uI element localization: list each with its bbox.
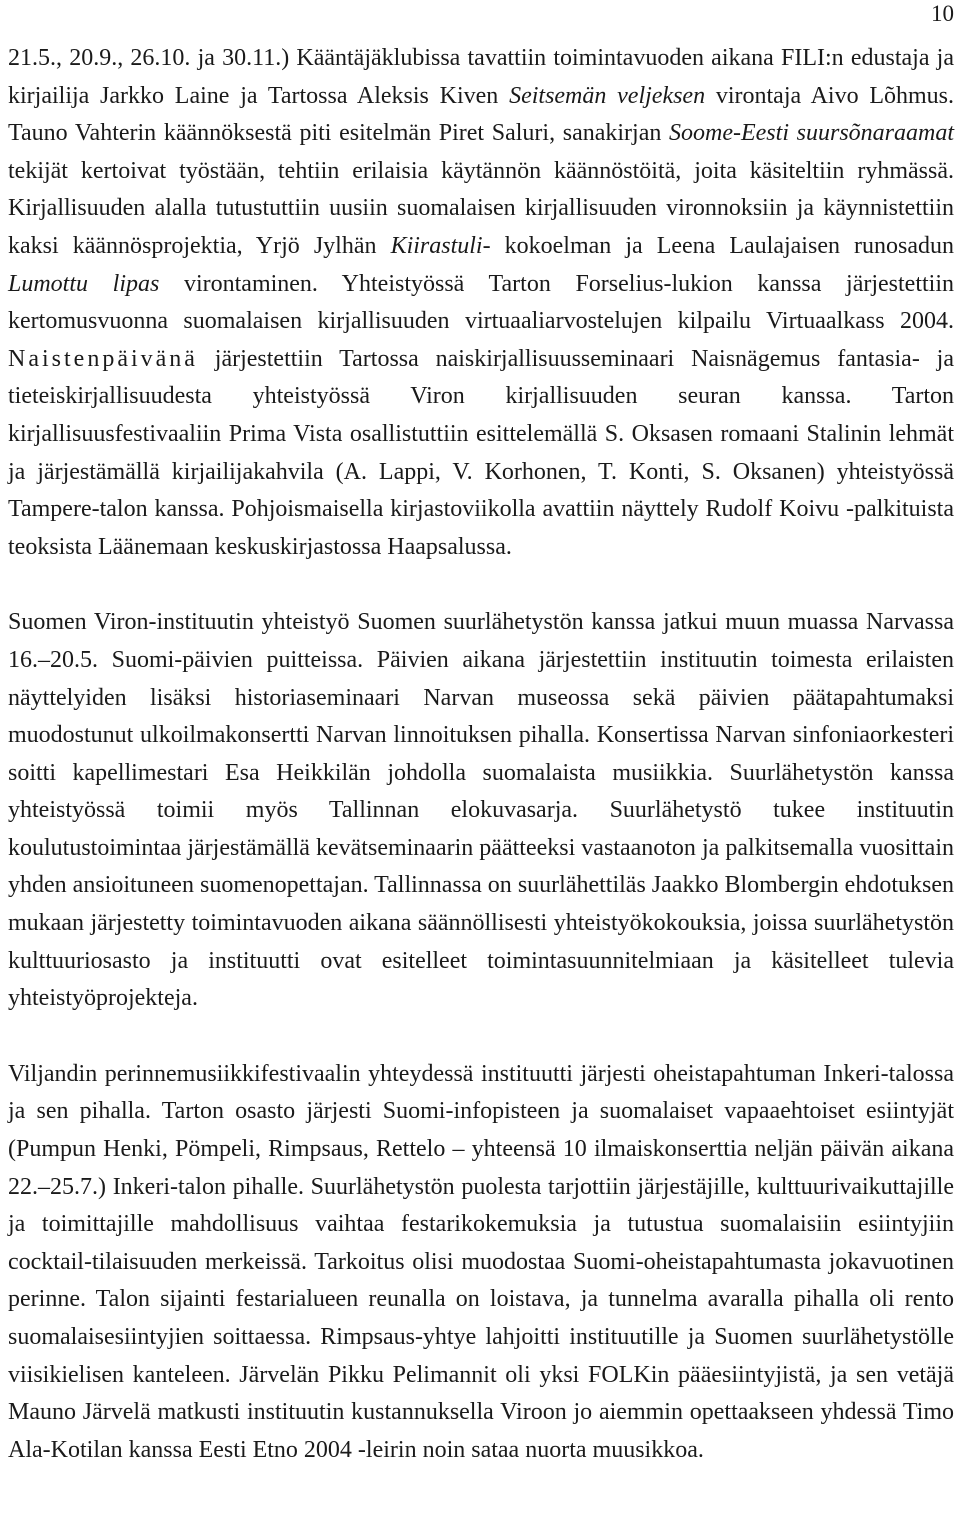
text-run: tekijät kertoivat työstään, tehtiin erilaisia käytännön käännöstöitä, joita käsiteltiin ryhmässä. Kirjallisuuden alalla tutustuttiin uusiin suomalaisen kirjallisuuden vironnoksiin ja käynnistettiin kaksi käännösprojektia, Yrjö Jylhän xyxy=(8,157,954,259)
text-run: virontaja Aivo Lõhmus. Tauno Vahterin käännöksestä piti esitelmän Piret Saluri, sanakirjan xyxy=(8,82,955,147)
paragraph-translators-club xyxy=(8,40,954,566)
document-body xyxy=(8,40,954,1469)
italic-title-kiirastuli: Kiirastuli- xyxy=(390,232,491,259)
italic-title-seitseman-veljesta: Seitsemän veljeksen xyxy=(509,82,706,109)
page-number: 10 xyxy=(931,1,954,26)
text-run: virontaminen. Yhteistyössä Tarton Forselius-lukion kanssa järjestettiin kertomusvuonna suomalaisen kirjallisuuden virtuaaliarvostelujen kilpailu Virtuaalkass 2004. xyxy=(8,270,954,335)
text-run: järjestettiin Tartossa naiskirjallisuusseminaari Naisnägemus fantasia- ja tieteiskirjallisuudesta yhteistyössä Viron kirjallisuuden seuran kanssa. Tarton kirjallisuusfestivaaliin Prima Vista osallistuttiin esittelemällä S. Oksasen romaani Stalinin lehmät ja järjestämällä kirjailijakahvila (A. Lappi, V. Korhonen, T. Konti, S. Oksanen) yhteistyössä Tampere-talon kanssa. Pohjoismaisella kirjastoviikolla avattiin näyttely Rudolf Koivu -palkituista teoksista Läänemaan keskuskirjastossa Haapsalussa. xyxy=(8,345,954,560)
italic-title-lumottu-lipas: Lumottu lipas xyxy=(8,270,160,297)
text-run: kokoelman ja Leena Laulajaisen runosadun xyxy=(490,232,954,259)
paragraph-viljandi-festival: Viljandin perinnemusiikkifestivaalin yhteydessä instituutti järjesti oheistapahtuman Inkeri-talossa ja sen pihalla. Tarton osasto järjesti Suomi-infopisteen ja suomalaiset vapaaehtoiset esiintyjät (Pumpun Henki, Pömpeli, Rimpsaus, Rettelo – yhteensä 10 ilmaiskonserttia neljän päivän aikana 22.–25.7.) Inkeri-talon pihalle. Suurlähetystön puolesta tarjottiin järjestäjille, kulttuurivaikuttajille ja toimittajille mahdollisuus vaihtaa festarikokemuksia ja tutustua suomalaisiin esiintyjiin cocktail-tilaisuuden merkeissä. Tarkoitus olisi muodostaa Suomi-oheistapahtumasta jokavuotinen perinne. Talon sijainti festarialueen reunalla on loistava, ja tunnelma avaralla pihalla oli rento suomalaisesiintyjien soittaessa. Rimpsaus-yhtye lahjoitti instituutille ja Suomen suurlähetystölle viisikielisen kanteleen. Järvelän Pikku Pelimannit oli yksi FOLKin pääesiintyjistä, ja sen vetäjä Mauno Järvelä matkusti instituutin kustannuksella Viroon jo aiemmin opettaakseen yhdessä Timo Ala-Kotilan kanssa Eesti Etno 2004 -leirin noin sataa nuorta muusikkoa. xyxy=(8,1060,954,1463)
italic-title-dictionary: Soome-Eesti suursõnaraamat xyxy=(669,120,955,147)
spaced-word-naistenpaivana: Naistenpäivänä xyxy=(8,345,198,372)
paragraph-gap xyxy=(8,566,954,604)
paragraph-gap xyxy=(8,1018,954,1056)
paragraph-embassy-cooperation: Suomen Viron-instituutin yhteistyö Suomen suurlähetystön kanssa jatkui muun muassa Narvassa 16.–20.5. Suomi-päivien puitteissa. Päivien aikana järjestettiin instituutin toimesta erilaisten näyttelyiden lisäksi historiaseminaari Narvan museossa sekä päivien päätapahtumaksi muodostunut ulkoilmakonsertti Narvan linnoituksen pihalla. Konsertissa Narvan sinfoniaorkesteri soitti kapellimestari Esa Heikkilän johdolla suomalaista musiikkia. Suurlähetystön kanssa yhteistyössä toimii myös Tallinnan elokuvasarja. Suurlähetystö tukee instituutin koulutustoimintaa järjestämällä kevätseminaarin päätteeksi vastaanoton ja palkitsemalla vuosittain yhden ansioituneen suomenopettajan. Tallinnassa on suurlähettiläs Jaakko Blombergin ehdotuksen mukaan järjestetty toimintavuoden aikana säännöllisesti yhteistyökokouksia, joissa suurlähetystön kulttuuriosasto ja instituutti ovat esitelleet toimintasuunnitelmiaan ja käsitelleet tulevia yhteistyöprojekteja. xyxy=(8,609,954,1012)
text-run: 21.5., 20.9., 26.10. ja 30.11.) Kääntäjäklubissa tavattiin toimintavuoden aikana FILI:n edustaja ja kirjailija Jarkko Laine ja Tartossa Aleksis Kiven xyxy=(8,45,954,109)
